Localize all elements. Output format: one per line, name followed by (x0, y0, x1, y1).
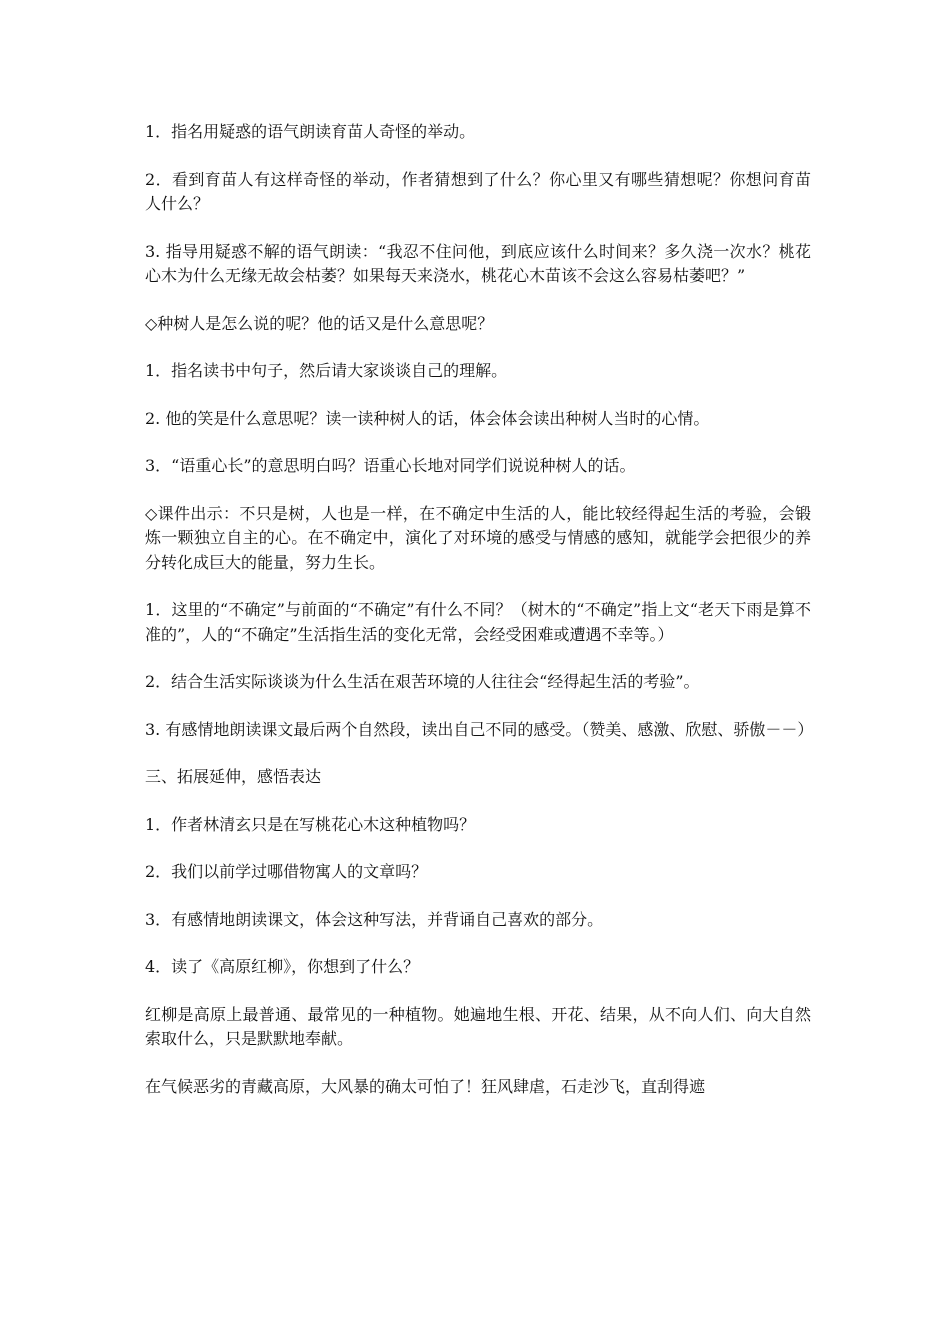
paragraph-4: ◇种树人是怎么说的呢？他的话又是什么意思呢？ (145, 313, 494, 333)
paragraph-9: 1．这里的“不确定”与前面的“不确定”有什么不同？（树木的“不确定”指上文“老天下雨是算不准的”，人的“不确定”生活指生活的变化无常，会经受困难或遭遇不幸等。） (145, 600, 811, 644)
paragraph-3: 3. 指导用疑惑不解的语气朗读：“我忍不住问他，到底应该什么时间来？多久浇一次水？桃花心木为什么无缘无故会枯萎？如果每天来浇水，桃花心木苗该不会这么容易枯萎吧？” (145, 241, 811, 285)
paragraph-7: 3．“语重心长”的意思明白吗？语重心长地对同学们说说种树人的话。 (145, 456, 636, 475)
paragraph-14: 2．我们以前学过哪借物寓人的文章吗？ (145, 862, 428, 881)
paragraph-5: 1．指名读书中句子，然后请大家谈谈自己的理解。 (145, 361, 508, 380)
paragraph-13: 1．作者林清玄只是在写桃花心木这种植物吗？ (145, 814, 476, 834)
paragraph-2: 2．看到育苗人有这样奇怪的举动，作者猜想到了什么？你心里又有哪些猜想呢？你想问育苗人什么？ (145, 169, 811, 213)
paragraph-16: 4．读了《高原红柳》，你想到了什么？ (145, 957, 420, 976)
paragraph-17: 红柳是高原上最普通、最常见的一种植物。她遍地生根、开花、结果，从不向人们、向大自然索取什么，只是默默地奉献。 (145, 1004, 811, 1048)
paragraph-18: 在气候恶劣的青藏高原，大风暴的确太可怕了！狂风肆虐，石走沙飞，直刮得遮 (145, 1076, 706, 1096)
section-heading: 三、拓展延伸，感悟表达 (145, 767, 322, 786)
paragraph-11: 3. 有感情地朗读课文最后两个自然段，读出自己不同的感受。（赞美、感激、欣慰、骄傲－－） (145, 719, 814, 739)
paragraph-8: ◇课件出示：不只是树，人也是一样，在不确定中生活的人，能比较经得起生活的考验，会锻炼一颗独立自主的心。在不确定中，演化了对环境的感受与情感的感知，就能学会把很少的养分转化成巨大的能量，努力生长。 (145, 503, 811, 572)
paragraph-15: 3．有感情地朗读课文，体会这种写法，并背诵自己喜欢的部分。 (145, 909, 604, 929)
paragraph-10: 2．结合生活实际谈谈为什么生活在艰苦环境的人往往会“经得起生活的考验”。 (145, 672, 700, 691)
paragraph-6: 2. 他的笑是什么意思呢？读一读种树人的话，体会体会读出种树人当时的心情。 (145, 408, 710, 428)
document-page (145, 120, 814, 1122)
paragraph-1: 1．指名用疑惑的语气朗读育苗人奇怪的举动。 (145, 122, 476, 141)
